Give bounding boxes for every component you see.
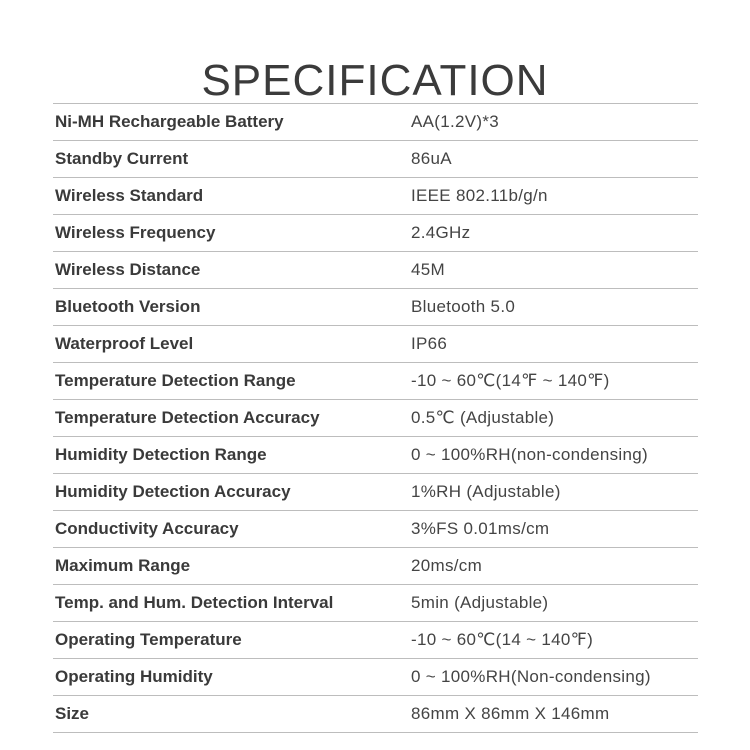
spec-value: 5min (Adjustable) (411, 593, 549, 612)
spec-value: 1%RH (Adjustable) (411, 482, 561, 501)
spec-value: 86mm X 86mm X 146mm (411, 704, 610, 723)
spec-row (53, 400, 698, 437)
spec-value: -10 ~ 60℃(14 ~ 140℉) (411, 630, 594, 649)
spec-value: AA(1.2V)*3 (411, 112, 500, 131)
spec-label: Waterproof Level (55, 334, 194, 353)
spec-value: 20ms/cm (411, 556, 483, 575)
spec-label: Wireless Standard (55, 186, 204, 205)
spec-value: -10 ~ 60℃(14℉ ~ 140℉) (411, 371, 610, 390)
spec-row (53, 252, 698, 289)
spec-row (53, 141, 698, 178)
spec-label: Size (55, 704, 90, 723)
spec-row (53, 585, 698, 622)
spec-label: Bluetooth Version (55, 297, 201, 316)
spec-row (53, 659, 698, 696)
spec-label: Humidity Detection Accuracy (55, 482, 291, 501)
spec-value: 45M (411, 260, 445, 279)
spec-label: Wireless Frequency (55, 223, 216, 242)
spec-row (53, 178, 698, 215)
spec-row (53, 363, 698, 400)
spec-value: 0.5℃ (Adjustable) (411, 408, 555, 427)
spec-value: 86uA (411, 149, 452, 168)
spec-row (53, 289, 698, 326)
spec-table (53, 103, 698, 733)
spec-value: 0 ~ 100%RH(non-condensing) (411, 445, 648, 464)
spec-label: Operating Temperature (55, 630, 242, 649)
spec-row (53, 437, 698, 474)
spec-label: Operating Humidity (55, 667, 213, 686)
spec-label: Temp. and Hum. Detection Interval (55, 593, 334, 612)
page-title: SPECIFICATION (201, 56, 549, 106)
spec-row (53, 474, 698, 511)
spec-row (53, 622, 698, 659)
spec-row (53, 548, 698, 585)
spec-value: IEEE 802.11b/g/n (411, 186, 548, 205)
spec-label: Conductivity Accuracy (55, 519, 239, 538)
spec-label: Humidity Detection Range (55, 445, 267, 464)
spec-value: 0 ~ 100%RH(Non-condensing) (411, 667, 651, 686)
spec-label: Maximum Range (55, 556, 191, 575)
spec-value: 3%FS 0.01ms/cm (411, 519, 550, 538)
spec-label: Wireless Distance (55, 260, 201, 279)
spec-row (53, 696, 698, 733)
spec-row (53, 511, 698, 548)
spec-row (53, 326, 698, 363)
spec-value: Bluetooth 5.0 (411, 297, 516, 316)
spec-label: Ni-MH Rechargeable Battery (55, 112, 284, 131)
spec-value: 2.4GHz (411, 223, 471, 242)
spec-row (53, 215, 698, 252)
spec-label: Temperature Detection Range (55, 371, 296, 390)
spec-label: Temperature Detection Accuracy (55, 408, 320, 427)
spec-label: Standby Current (55, 149, 189, 168)
spec-value: IP66 (411, 334, 448, 353)
spec-row (53, 104, 698, 141)
